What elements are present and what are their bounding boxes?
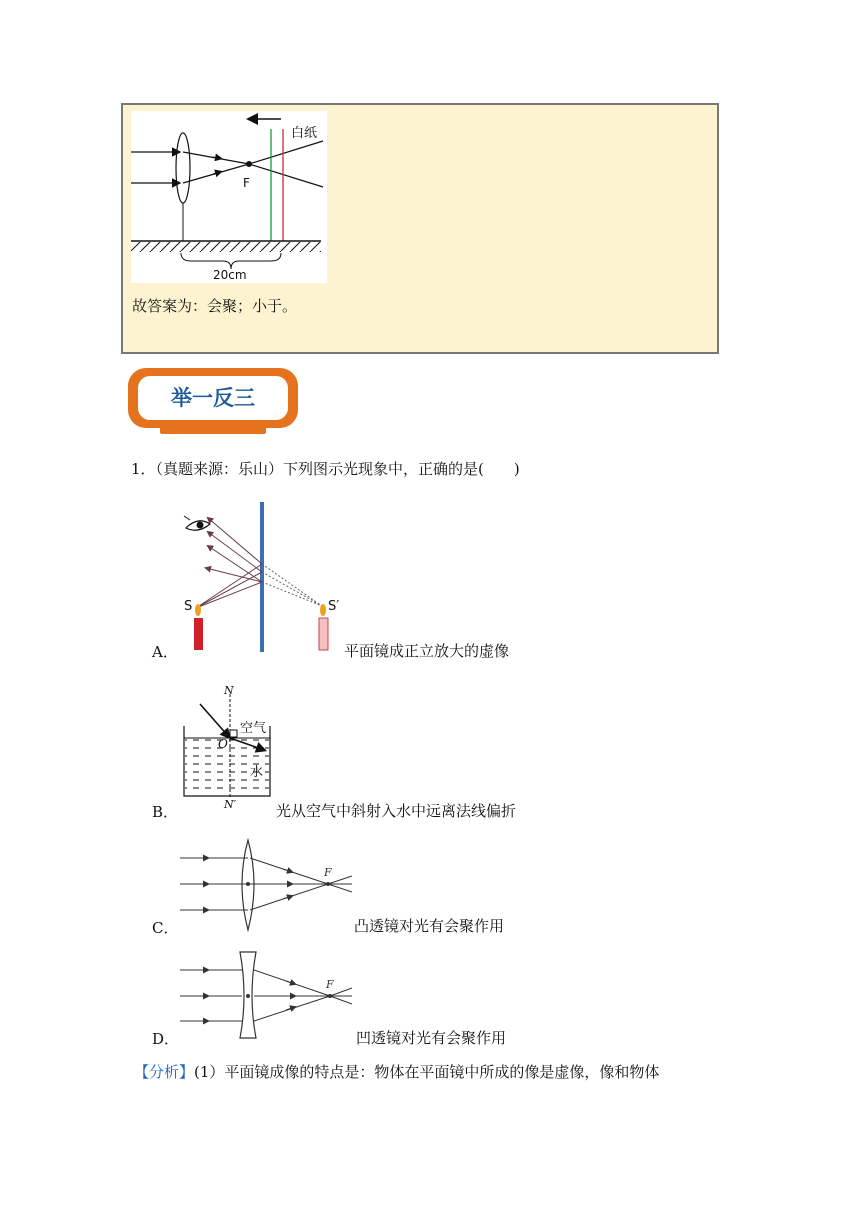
source-label: S (184, 599, 193, 614)
lens-focus-figure (131, 111, 327, 283)
option-b-letter: B． (152, 803, 179, 821)
option-b-figure (180, 680, 280, 810)
question-text: 1．（真题来源：乐山）下列图示光现象中，正确的是( ) (131, 460, 520, 478)
badge-title: 举一反三 (138, 376, 288, 420)
option-d-figure (178, 950, 354, 1040)
analysis-tag: 【分析】 (134, 1063, 195, 1081)
option-d-letter: D． (152, 1030, 180, 1048)
answer-box (121, 103, 719, 354)
option-a-text: 平面镜成正立放大的虚像 (344, 642, 510, 660)
point-label: O (218, 737, 228, 751)
air-label: 空气 (240, 721, 267, 736)
focus-label: F (326, 978, 334, 991)
normal-top-label: N (224, 684, 234, 697)
option-d-text: 凹透镜对光有会聚作用 (356, 1029, 507, 1047)
answer-text: 故答案为：会聚；小于。 (132, 297, 298, 315)
analysis-line (134, 1061, 659, 1082)
distance-label: 20cm (213, 268, 247, 282)
option-c-text: 凸透镜对光有会聚作用 (354, 917, 505, 935)
water-label: 水 (250, 765, 264, 780)
option-c-letter: C． (152, 919, 179, 937)
analysis-text: (1）平面镜成像的特点是：物体在平面镜中所成的像是虚像，像和物体 (194, 1063, 660, 1081)
option-a-figure (172, 498, 342, 656)
section-badge (128, 368, 298, 436)
option-a-letter: A． (152, 643, 178, 661)
option-b-text: 光从空气中斜射入水中远离法线偏折 (276, 802, 517, 820)
paper-label: 白纸 (291, 126, 318, 141)
option-c-figure (178, 838, 354, 934)
focus-label: F (243, 176, 250, 190)
focus-label: F (324, 866, 332, 879)
normal-bottom-label: N′ (224, 798, 237, 810)
image-label: S′ (328, 599, 340, 614)
